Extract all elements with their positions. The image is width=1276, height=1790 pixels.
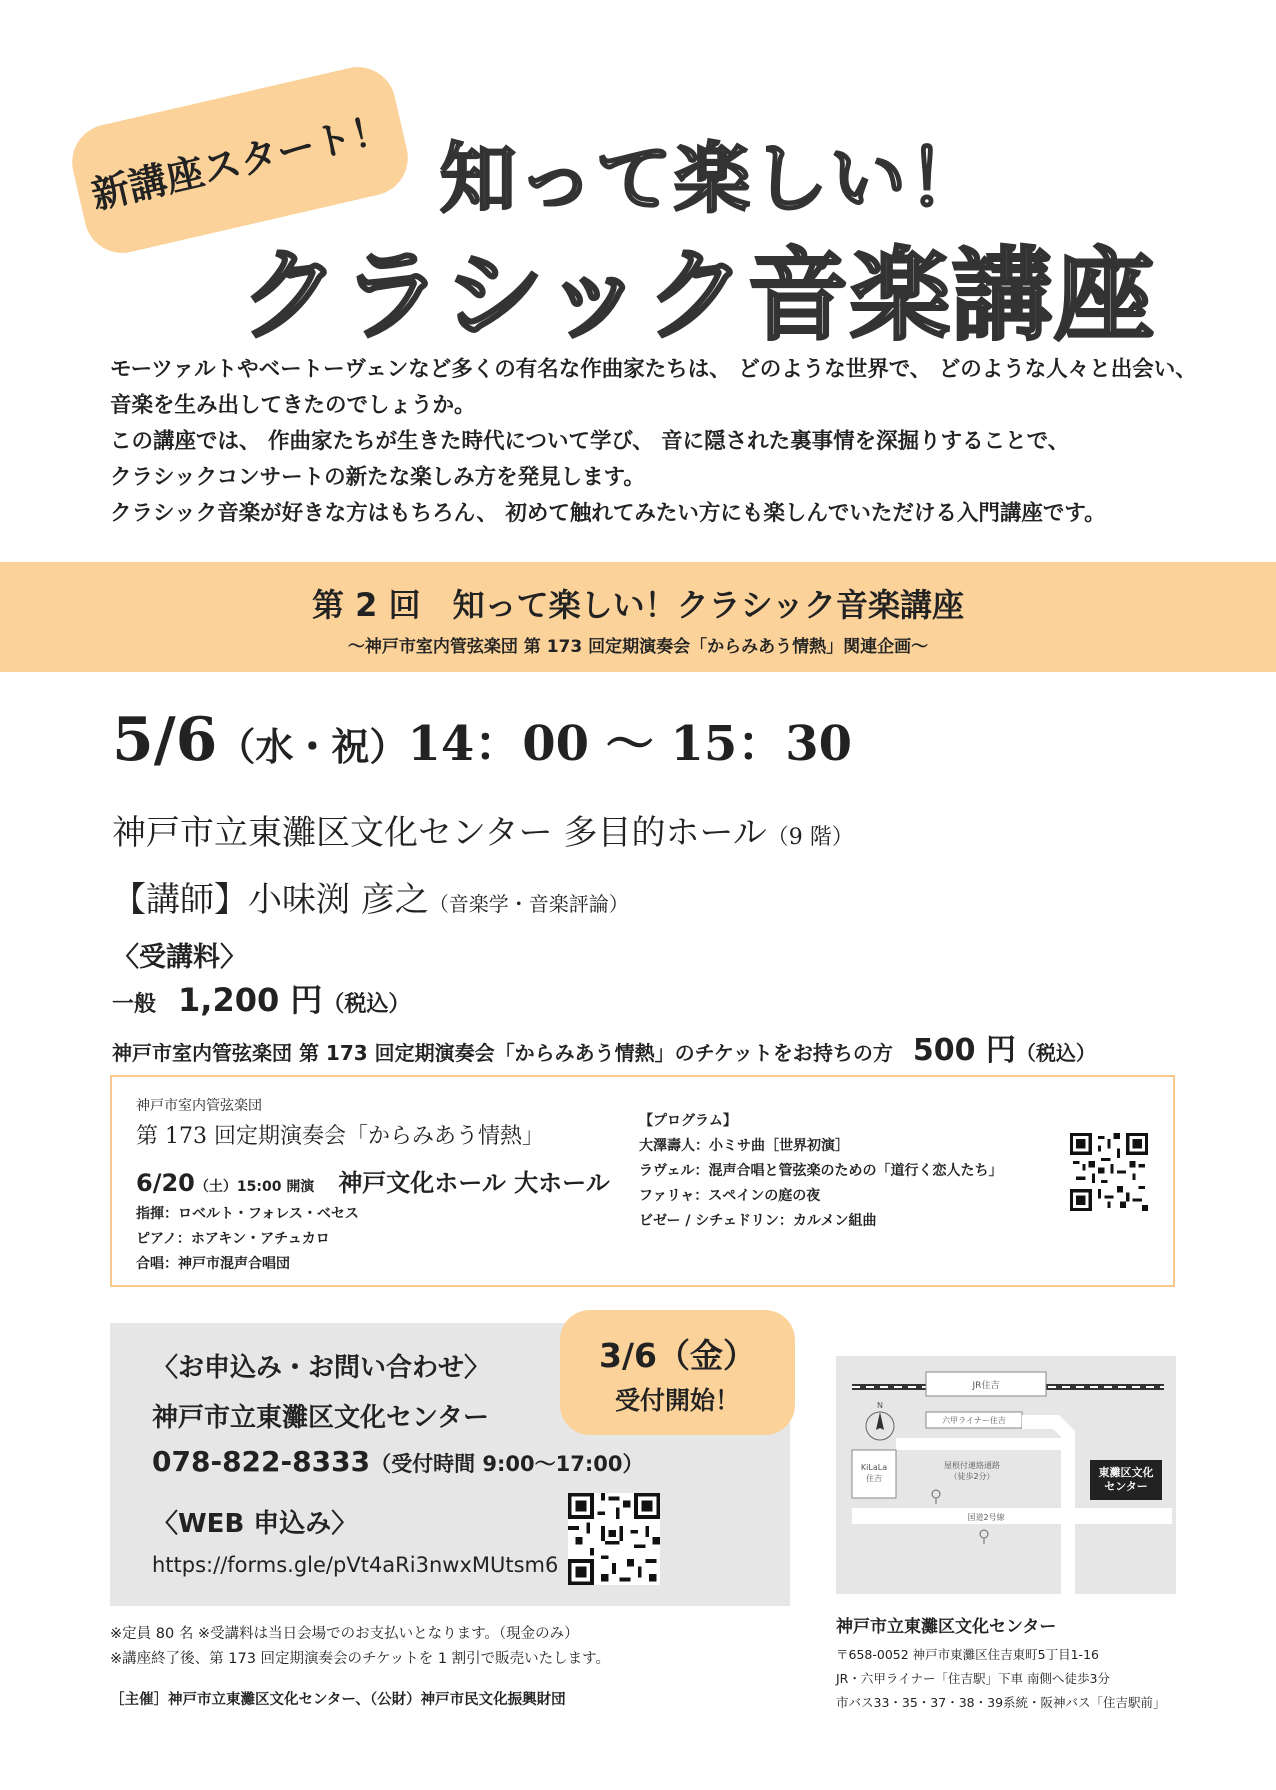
intro-line: モーツァルトやベートーヴェンなど多くの有名な作曲家たちは、 どのような世界で、 どのような人々と出会い、 xyxy=(110,357,1197,382)
program-item: ラヴェル：混声合唱と管弦楽のための「道行く恋人たち」 xyxy=(639,1163,1003,1179)
lecturer-title: （音楽学・音楽評論） xyxy=(428,892,629,916)
contact-name: 神戸市立東灘区文化センター xyxy=(152,1403,489,1433)
concert-performers xyxy=(136,1202,359,1277)
program-item: 大澤壽人：小ミサ曲［世界初演］ xyxy=(639,1138,849,1154)
web-heading: 〈WEB 申込み〉 xyxy=(152,1509,358,1539)
performer: 合唱：神戸市混声合唱団 xyxy=(136,1256,290,1272)
event-date: 5/6 xyxy=(112,705,218,775)
address-line: 市バス33・35・37・38・39系統・阪神バス「住吉駅前」 xyxy=(836,1695,1166,1710)
event-datetime xyxy=(112,705,852,775)
performer: ピアノ：ホアキン・アチュカロ xyxy=(136,1231,330,1247)
fee-heading: 〈受講料〉 xyxy=(112,942,247,973)
intro-text xyxy=(110,352,1197,532)
fee-ticket xyxy=(112,1025,1096,1069)
concert-info-box xyxy=(110,1075,1175,1287)
concert-time: 15:00 開演 xyxy=(236,1179,315,1195)
lecturer xyxy=(112,872,629,921)
fee-general-price: 1,200 円 xyxy=(178,981,323,1019)
program-item: ファリャ：スペインの庭の夜 xyxy=(639,1188,821,1204)
concert-date: 6/20 xyxy=(136,1169,195,1197)
program-item: ビゼー / シチェドリン：カルメン組曲 xyxy=(639,1213,877,1229)
start-date-badge xyxy=(560,1310,795,1435)
fee-general-tax: （税込） xyxy=(322,992,411,1017)
note-line: ※定員 80 名 ※受講料は当日会場でのお支払いとなります。（現金のみ） xyxy=(110,1626,579,1642)
start-date: 3/6（金） xyxy=(599,1336,756,1375)
event-time: 14：00 ～ 15：30 xyxy=(407,716,853,772)
map-north-label: N xyxy=(877,1401,883,1410)
venue-name: 神戸市立東灘区文化センター 多目的ホール xyxy=(112,813,767,853)
host-line: ［主催］神戸市立東灘区文化センター、（公財）神戸市民文化振興財団 xyxy=(110,1692,566,1708)
session-title: 第 2 回 知って楽しい！クラシック音楽講座 xyxy=(312,586,964,624)
contact-phone xyxy=(152,1445,643,1478)
phone-number[interactable]: 078-822-8333 xyxy=(152,1445,371,1478)
performer: 指揮：ロベルト・フォレス・ベセス xyxy=(136,1206,359,1222)
fee-ticket-tax: （税込） xyxy=(1015,1041,1096,1065)
note-line: ※講座終了後、第 173 回定期演奏会のチケットを 1 割引で販売いたします。 xyxy=(110,1651,611,1667)
map-kilala-label: KiLaLa 住吉 xyxy=(860,1463,888,1483)
fee-ticket-price: 500 円 xyxy=(912,1033,1016,1068)
concert-program xyxy=(639,1109,1002,1234)
concert-qr-code[interactable] xyxy=(1070,1133,1148,1211)
venue-floor: （9 階） xyxy=(766,825,854,850)
map-drawing xyxy=(836,1356,1176,1594)
intro-line: クラシックコンサートの新たな楽しみ方を発見します。 xyxy=(110,465,645,490)
fee-general-label: 一般 xyxy=(112,992,179,1017)
concert-hall: 神戸文化ホール 大ホール xyxy=(338,1169,610,1197)
phone-hours: （受付時間 9:00～17:00） xyxy=(370,1452,644,1476)
contact-heading: 〈お申込み・お問い合わせ〉 xyxy=(152,1353,491,1383)
map-jr-label: JR住吉 xyxy=(972,1381,1000,1391)
session-subtitle: ～神戸市室内管弦楽団 第 173 回定期演奏会「からみあう情熱」関連企画～ xyxy=(347,637,929,657)
event-day: （水・祝） xyxy=(217,724,408,769)
start-label: 受付開始！ xyxy=(614,1386,740,1415)
event-venue xyxy=(112,805,854,854)
address-name: 神戸市立東灘区文化センター xyxy=(836,1617,1057,1637)
session-band xyxy=(0,562,1276,672)
address-lines xyxy=(836,1643,1166,1715)
badge-text: 新講座スタート！ xyxy=(87,106,394,218)
access-map xyxy=(836,1356,1176,1594)
map-route2-label: 国道2号線 xyxy=(967,1513,1005,1522)
intro-line: 音楽を生み出してきたのでしょうか。 xyxy=(110,393,476,418)
concert-org: 神戸市室内管弦楽団 xyxy=(136,1098,262,1114)
map-center-label: 東灘区文化センター xyxy=(1098,1466,1154,1493)
concert-day: （土） xyxy=(194,1179,237,1195)
notes xyxy=(110,1622,610,1672)
intro-line: この講座では、 作曲家たちが生きた時代について学び、 音に隠された裏事情を深掘りすることで、 xyxy=(110,429,1070,454)
intro-line: クラシック音楽が好きな方はもちろん、 初めて触れてみたい方にも楽しんでいただける入門講座です。 xyxy=(110,501,1106,526)
title-line2: クラシック音楽講座 xyxy=(240,237,1156,354)
title-line1: 知って楽しい！ xyxy=(440,134,986,223)
address-line: 〒658-0052 神戸市東灘区住吉東町5丁目1-16 xyxy=(836,1647,1099,1662)
fee-general xyxy=(112,975,410,1021)
concert-datetime xyxy=(136,1163,610,1198)
lecturer-name: 小味渕 彦之 xyxy=(248,880,429,920)
web-url-link[interactable]: https://forms.gle/pVt4aRi3nwxMUtsm6 xyxy=(152,1553,559,1577)
map-walkway-label: 屋根付連絡通路（徒歩2分） xyxy=(944,1461,1000,1481)
web-qr-code[interactable] xyxy=(568,1493,660,1585)
map-liner-label: 六甲ライナー住吉 xyxy=(942,1416,1006,1425)
fee-ticket-label: 神戸市室内管弦楽団 第 173 回定期演奏会「からみあう情熱」のチケットをお持ちの方 xyxy=(112,1041,913,1065)
program-title: 【プログラム】 xyxy=(639,1113,737,1129)
address-line: JR・六甲ライナー「住吉駅」下車 南側へ徒歩3分 xyxy=(836,1671,1110,1686)
concert-name: 第 173 回定期演奏会「からみあう情熱」 xyxy=(136,1124,544,1149)
lecturer-label: 【講師】 xyxy=(112,880,248,920)
